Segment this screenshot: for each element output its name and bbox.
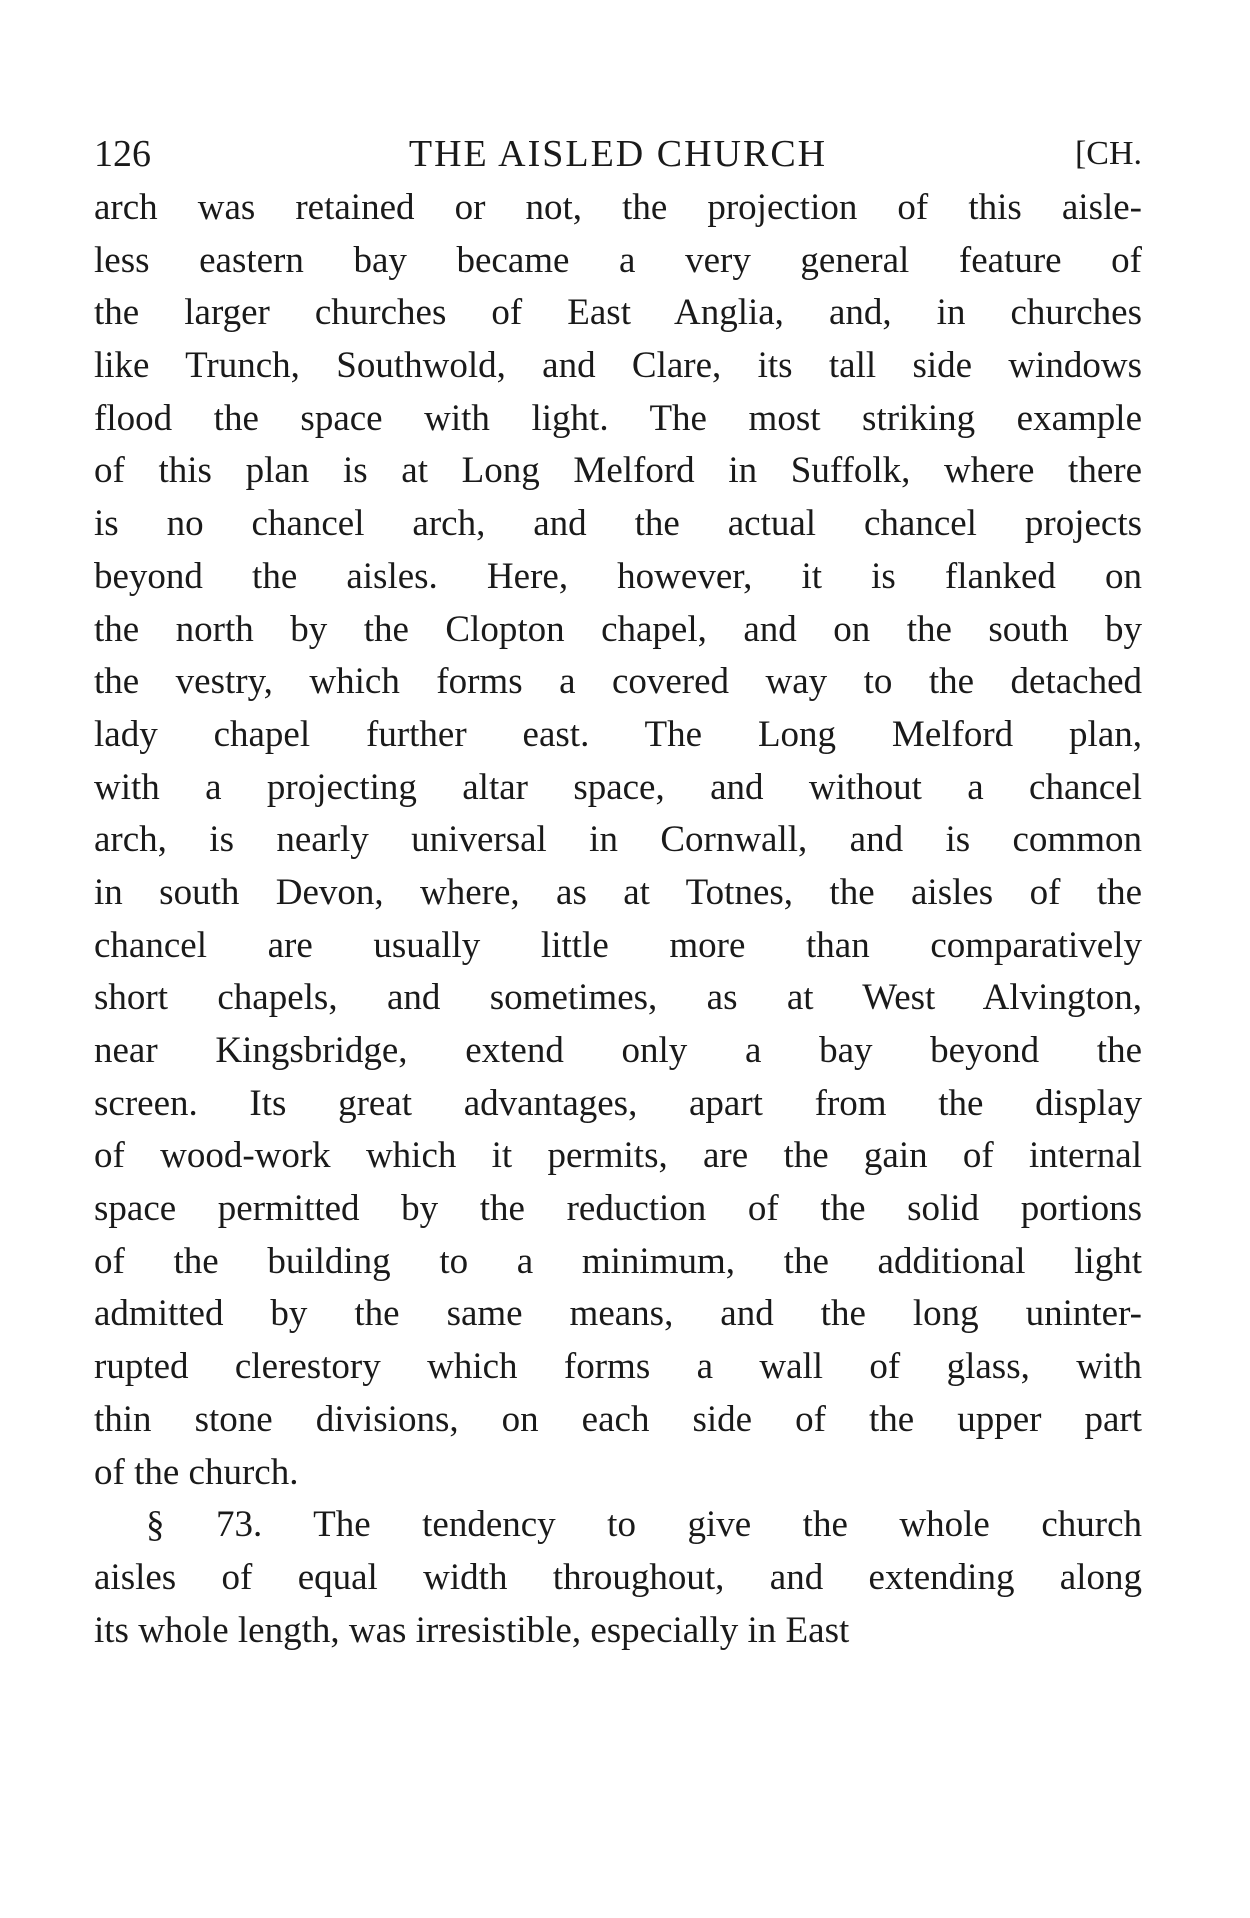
text-line: rupted clerestory which forms a wall of glass, with bbox=[94, 1346, 1142, 1388]
running-title: THE AISLED CHURCH bbox=[408, 133, 828, 175]
text-line: aisles of equal width throughout, and extending along bbox=[94, 1556, 1142, 1598]
text-line: of the building to a minimum, the additional light bbox=[94, 1240, 1142, 1282]
text-line: of wood-work which it permits, are the gain of internal bbox=[94, 1135, 1142, 1177]
text-line: its whole length, was irresistible, especially in East bbox=[94, 1609, 850, 1651]
text-line: flood the space with light. The most striking example bbox=[94, 397, 1142, 439]
chapter-mark: [CH. bbox=[1074, 135, 1142, 172]
text-line: space permitted by the reduction of the solid portions bbox=[94, 1188, 1142, 1230]
text-line: with a projecting altar space, and without a chancel bbox=[94, 766, 1142, 808]
text-line: admitted by the same means, and the long uninter- bbox=[94, 1293, 1142, 1335]
text-line: of the church. bbox=[94, 1451, 299, 1493]
text-line: of this plan is at Long Melford in Suffolk, where there bbox=[94, 450, 1142, 492]
text-line: less eastern bay became a very general feature of bbox=[94, 239, 1142, 281]
text-line: is no chancel arch, and the actual chancel projects bbox=[94, 503, 1142, 545]
text-line: near Kingsbridge, extend only a bay beyond the bbox=[94, 1030, 1142, 1071]
text-line: chancel are usually little more than comparatively bbox=[94, 924, 1142, 966]
text-line: thin stone divisions, on each side of the upper part bbox=[94, 1398, 1142, 1440]
text-line: the vestry, which forms a covered way to the detached bbox=[94, 661, 1142, 703]
text-line: the north by the Clopton chapel, and on the south by bbox=[94, 608, 1142, 650]
text-line: lady chapel further east. The Long Melford plan, bbox=[94, 713, 1142, 755]
text-line: the larger churches of East Anglia, and, in churches bbox=[94, 292, 1142, 334]
text-line: screen. Its great advantages, apart from the display bbox=[94, 1082, 1142, 1124]
page-header bbox=[94, 128, 1142, 180]
text-line: short chapels, and sometimes, as at West Alvington, bbox=[94, 977, 1142, 1019]
text-line: arch was retained or not, the projection of this aisle- bbox=[94, 187, 1142, 228]
page-body-text bbox=[94, 182, 1142, 1657]
text-line: like Trunch, Southwold, and Clare, its tall side windows bbox=[94, 345, 1142, 387]
text-line: beyond the aisles. Here, however, it is flanked on bbox=[94, 555, 1142, 597]
text-line: in south Devon, where, as at Totnes, the aisles of the bbox=[94, 871, 1142, 913]
page-number: 126 bbox=[94, 133, 151, 175]
text-line: arch, is nearly universal in Cornwall, and is common bbox=[94, 819, 1142, 861]
text-line: § 73. The tendency to give the whole church bbox=[146, 1504, 1142, 1546]
